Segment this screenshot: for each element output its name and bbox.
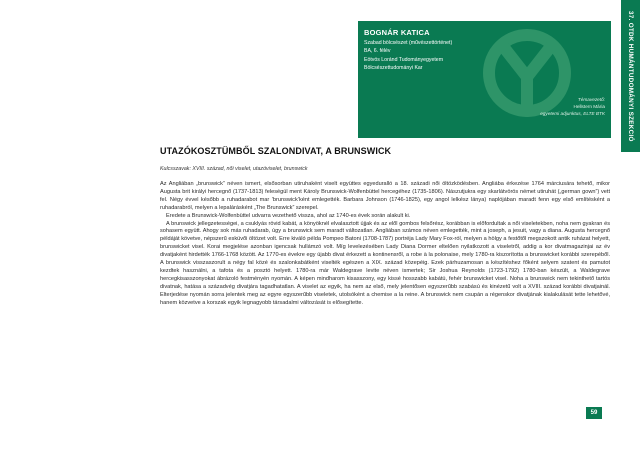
author-degree: BA, 6. félév bbox=[364, 48, 391, 55]
keywords-label: Kulcsszavak: bbox=[160, 166, 191, 172]
article-body bbox=[160, 181, 610, 308]
author-university: Eötvös Loránd Tudományegyetem bbox=[364, 56, 444, 63]
section-side-tab bbox=[621, 0, 640, 152]
keywords-line bbox=[160, 166, 610, 172]
body-paragraph: Eredete a Brunswick-Wolfenbüttel udvarra vezethető vissza, ahol az 1740-es évek során alakult ki. bbox=[166, 212, 411, 219]
author-name: BOGNÁR KATICA bbox=[364, 28, 430, 37]
author-header-box bbox=[358, 21, 611, 138]
article-title: UTAZÓKOSZTÜMBŐL SZALONDIVAT, A BRUNSWICK bbox=[160, 146, 392, 156]
body-paragraph: A brunswick jellegzetességei, a csuklyás rövid kabát, a könyöknél elvalasztott újjak és az elől gombos felsőrész, korábban is előfordultak a női viseletekben, noha nem gyakran és sohasem együtt. Ahogy sok más ruhadarab, úgy a brunswick sem maradt változatlan. Angliában számos néven emlegették, mint a joseph, a jesuit, vagy a diana. Augusta hercegnő példáját követve, népszerű esküvői öltözet volt. Erre kiváló példa Pompeo Batoni (1708-1787) portréja Lady Mary Fox-ról, melyen a hölgy a festőtől megszokott antik ruházat helyett, brunswicket visel. Korai megjelése azonban igencsak hullámzó volt. Míg levelezésében Lady Diana Dormer eltelően nyilatkozott a viseletről, addig a kor divatmagazinjai az év divatjaként hirdették 1766-1768 között. Az 1770-es évekre egy újabb divat érkezett a kontinensről, a robe à la polonaise, mely 1780-ra kiszorította a brunswicket korábbi szerepéből. A brunswick visszaszorult a négy fal közé és szalonkabátként viselték egészen a XIX. század közepéig. Ezek párhuzamosan a készítéshez főként selyem szatent és pamutot kezdtek használni, a tafota és a posztó helyett. 1780-ra már Waldegrave levite néven ismertek; Sir Joshua Reynolds (1723-1792) 1780-ban készült, a Waldegrave hercegkisasszonyokat ábrázoló festményén nyomán. A képen mindharom kisasszony, egy kissé hosszabb kabátú, fehér brunswicket visel. Noha a brunswick nem tekinthető tartós divatnak, hatása a századvég divatjára tagadhatatlan. A viselet az egyik, ha nem az első, mely jelentősen egyszerűbb szabású és kinézetű volt a XVIII. század korábbi divatjainál. Elterjedése nyomán sorra jelentek meg az egyre egyszerűbb viseletek, utolsóként a chemise a la reine. A brunswick nem csupán a régenskor divatjának kialakulását tette lehetővé, hanem közvetve a korszak egyik legnagyobb társadalmi változását is elősegítette. bbox=[160, 220, 610, 306]
advisor-title: egyetemi adjunktus, ELTE BTK bbox=[540, 111, 605, 116]
advisor-block bbox=[540, 96, 605, 117]
advisor-name: Hellstern Mária bbox=[573, 104, 605, 109]
advisor-label: Témavezető: bbox=[577, 97, 605, 102]
page-number: 59 bbox=[586, 407, 602, 419]
keywords-value: XVIII. század, női viselet, utazóviselet, brunswick bbox=[192, 166, 308, 172]
author-info bbox=[364, 39, 452, 72]
author-program: Szabad bölcsészet (művészettörténet) bbox=[364, 40, 453, 46]
author-faculty: Bölcsészettudományi Kar bbox=[364, 64, 423, 71]
body-paragraph: Az Angliában „brunswick” néven ismert, elsősorban utiruhaként viselt együttes egyeduralló a 18. századi női öltözködésben. Angliába érkezése 1764 márciusára tehető, mikor Augusta brit királyi hercegnő (1737-1813) feleségül ment Károly Brunswick-Wolfenbüttel hercegéhez (1735-1806). Nászutjukra egy skarlátvörös német utiruhát („german gown”) vett fel. Négy évvel később a ruhadarabot mar ’brunswick’ként emlegették. Barbara Johnson (1746-1825), egy angol lelkész lánya) naplójában maradt fenn egy első említésként a ruhadarabról, melyen a lepalárásként „The Brunswick” szerepel. bbox=[160, 181, 610, 211]
section-label: 37. OTDK HUMÁNTUDOMÁNYI SZEKCIÓ bbox=[627, 10, 634, 142]
